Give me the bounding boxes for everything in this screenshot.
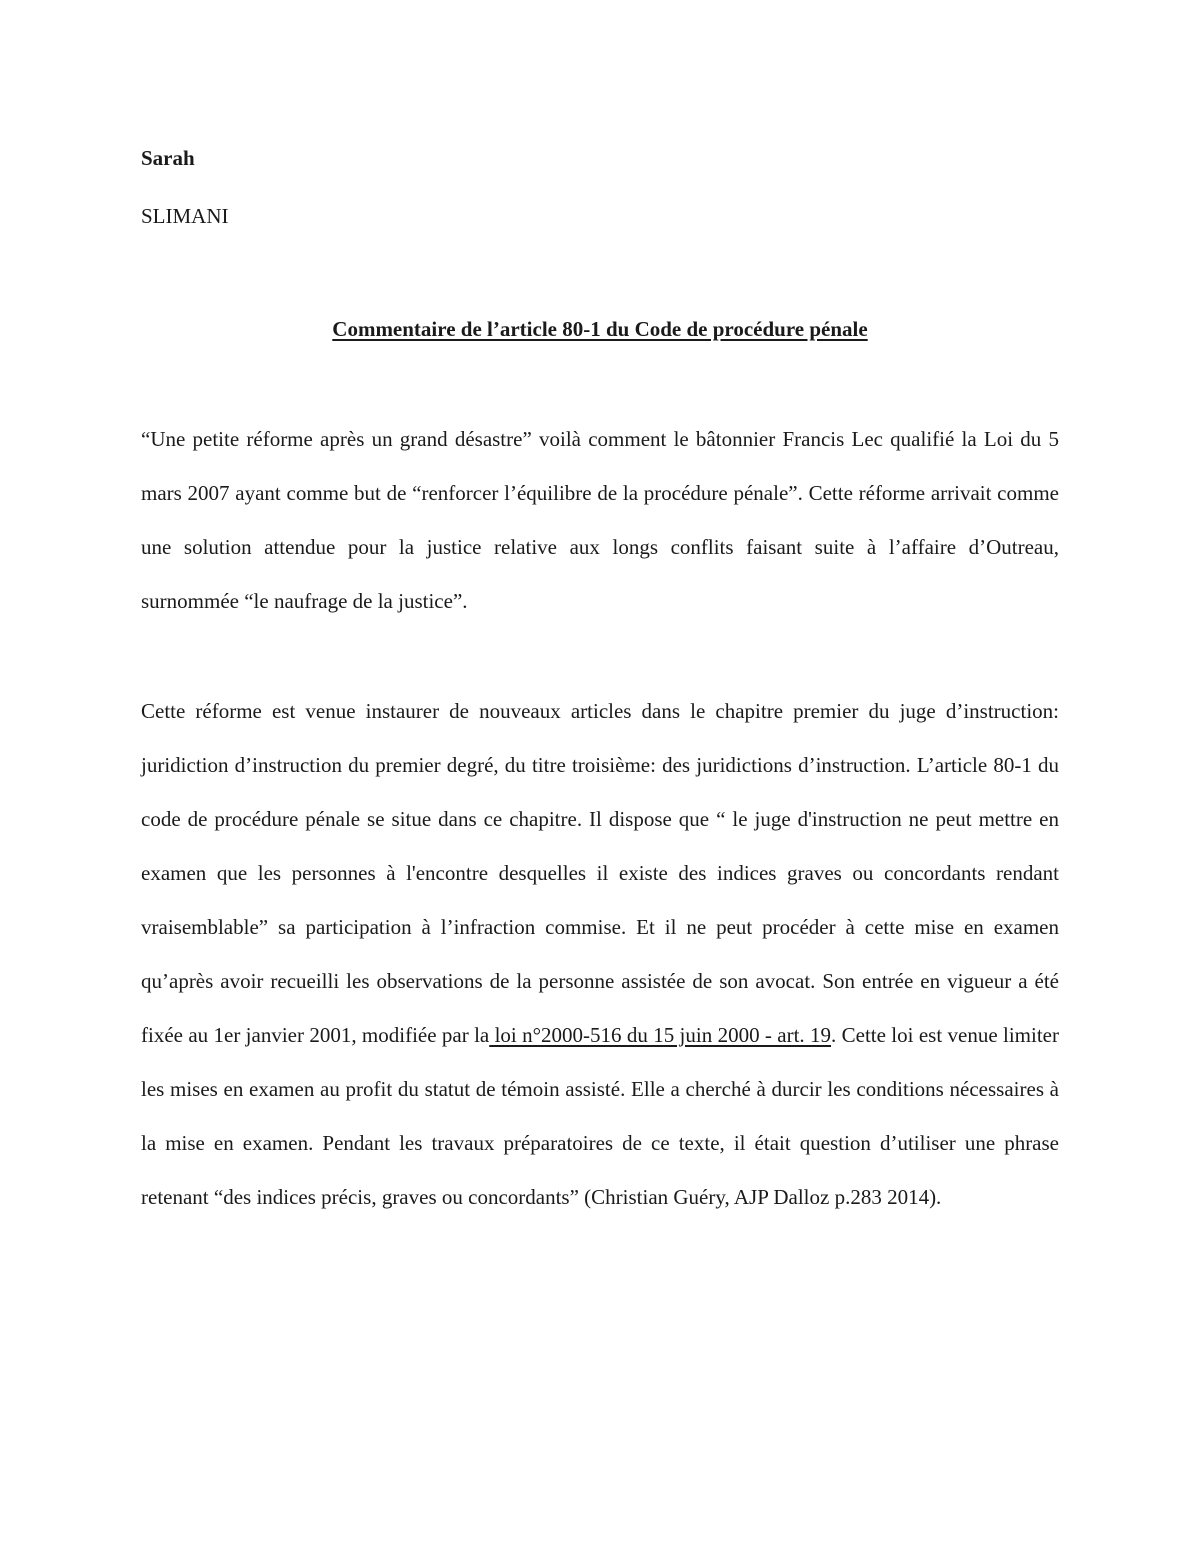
author-last-name: SLIMANI xyxy=(141,204,229,228)
paragraph-text-before-link: Cette réforme est venue instaurer de nouveaux articles dans le chapitre premier du juge d’instruction: juridiction d’instruction du premier degré, du titre troisième: des juridictions d’instruction. L’article 80-1 du code de procédure pénale se situe dans ce chapitre. Il dispose que “ le juge d'instruction ne peut mettre en examen que les personnes à l'encontre desquelles il existe des indices graves ou concordants rendant vraisemblable” sa participation à l’infraction commise. Et il ne peut procéder à cette mise en examen qu’après avoir recueilli les observations de la personne assistée de son avocat. Son entrée en vigueur a été fixée au 1er janvier 2001, modifiée par la xyxy=(141,699,1059,1047)
law-reference-link[interactable]: loi n°2000-516 du 15 juin 2000 - art. 19 xyxy=(489,1023,832,1047)
document-title-text: Commentaire de l’article 80-1 du Code de procédure pénale xyxy=(332,317,868,341)
paragraph-article-80-1 xyxy=(141,684,1059,1224)
author-first-name: Sarah xyxy=(141,146,195,170)
paragraph-introduction: “Une petite réforme après un grand désastre” voilà comment le bâtonnier Francis Lec qualifié la Loi du 5 mars 2007 ayant comme but de “renforcer l’équilibre de la procédure pénale”. Cette réforme arrivait comme une solution attendue pour la justice relative aux longs conflits faisant suite à l’affaire d’Outreau, surnommée “le naufrage de la justice”. xyxy=(141,427,1059,613)
paragraph-text-after-link: . Cette loi est venue limiter les mises en examen au profit du statut de témoin assisté. Elle a cherché à durcir les conditions nécessaires à la mise en examen. Pendant les travaux préparatoires de ce texte, il était question d’utiliser une phrase retenant “des indices précis, graves ou concordants” (Christian Guéry, AJP Dalloz p.283 2014). xyxy=(141,1023,1059,1209)
document-title xyxy=(141,315,1059,343)
